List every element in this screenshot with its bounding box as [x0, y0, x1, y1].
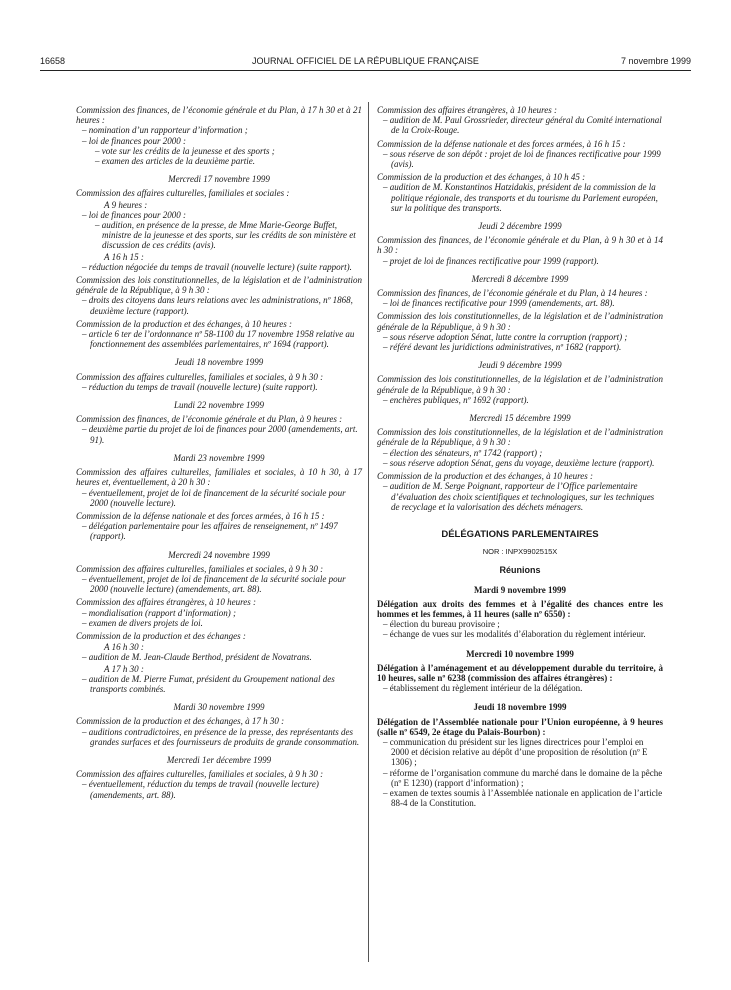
agenda-heading: Commission de la production et des échanges, à 10 heures : — [76, 318, 293, 329]
date-heading: Jeudi 18 novembre 1999 — [473, 702, 567, 713]
agenda-heading: Commission des lois constitutionnelles, de la législation et de l’administration générale de la République, à 9 h 30 : — [377, 311, 663, 332]
agenda-subitem: – examen des articles de la deuxième partie. — [95, 156, 255, 167]
date-heading: Mercredi 24 novembre 1999 — [168, 549, 270, 560]
agenda-item: – réduction du temps de travail (nouvelle lecture) (suite rapport). — [82, 381, 318, 392]
session-time: A 16 h 15 : — [104, 251, 144, 262]
agenda-item: – sous réserve adoption Sénat, gens du voyage, deuxième lecture (rapport). — [383, 457, 655, 468]
date-heading: Mercredi 8 décembre 1999 — [471, 273, 569, 284]
agenda-heading: Commission des affaires culturelles, familiales et sociales : — [76, 188, 290, 199]
column-divider — [368, 102, 369, 962]
section-title: DÉLÉGATIONS PARLEMENTAIRES — [441, 528, 599, 540]
agenda-heading: Commission des affaires culturelles, familiales et sociales, à 9 h 30 : — [76, 563, 324, 574]
agenda-item: – élection des sénateurs, nº 1742 (rapport) ; — [383, 447, 543, 458]
agenda-heading: Délégation aux droits des femmes et à l’égalité des chances entre les hommes et les femmes, à 11 heures (salle nº 6550) : — [377, 598, 663, 619]
agenda-item: – mondialisation (rapport d’information) ; — [82, 607, 237, 618]
agenda-heading: Commission des affaires étrangères, à 10 heures : — [377, 105, 557, 115]
agenda-item: – enchères publiques, nº 1692 (rapport). — [383, 394, 529, 405]
agenda-item: – examen de textes soumis à l’Assemblée nationale en application de l’article 88-4 de la Constitution. — [383, 787, 663, 809]
agenda-item: – établissement du règlement intérieur de la délégation. — [383, 683, 583, 694]
agenda-heading: Commission de la production et des échanges, à 17 h 30 : — [76, 716, 285, 727]
session-time: A 17 h 30 : — [104, 663, 144, 674]
date-heading: Mardi 9 novembre 1999 — [473, 584, 567, 595]
date-heading: Jeudi 2 décembre 1999 — [478, 221, 562, 232]
issue-date: 7 novembre 1999 — [620, 56, 691, 66]
agenda-heading: Commission des affaires culturelles, familiales et sociales, à 9 h 30 : — [76, 371, 324, 382]
date-heading: Lundi 22 novembre 1999 — [174, 400, 264, 411]
date-heading: Jeudi 9 décembre 1999 — [478, 360, 562, 371]
date-heading: Mercredi 1er décembre 1999 — [166, 754, 272, 765]
session-time: A 9 heures : — [104, 199, 148, 210]
agenda-heading: Commission des finances, de l’économie générale et du Plan, à 9 h 30 et à 14 h 30 : — [377, 235, 663, 256]
page-header — [40, 56, 691, 70]
agenda-item: – loi de finances pour 2000 : — [82, 135, 186, 146]
agenda-item: – réduction négociée du temps de travail (nouvelle lecture) (suite rapport). — [82, 261, 352, 272]
agenda-heading: Commission des lois constitutionnelles, de la législation et de l’administration générale de la République, à 9 h 30 : — [76, 275, 362, 296]
right-column — [377, 102, 663, 808]
agenda-heading: Commission des affaires étrangères, à 10 heures : — [76, 597, 256, 608]
agenda-item: – loi de finances pour 2000 : — [82, 209, 186, 220]
agenda-item: – échange de vues sur les modalités d’élaboration du règlement intérieur. — [383, 629, 646, 640]
agenda-item: – audition de M. Jean-Claude Berthod, président de Novatrans. — [82, 652, 312, 663]
agenda-item: – audition de M. Pierre Fumat, président du Groupement national des transports combinés. — [82, 673, 335, 694]
agenda-item: – droits des citoyens dans leurs relations avec les administrations, nº 1868, deuxième lecture (rapport). — [82, 295, 353, 316]
date-heading: Mercredi 15 décembre 1999 — [469, 413, 571, 424]
agenda-subitem: – vote sur les crédits de la jeunesse et des sports ; — [95, 145, 275, 156]
agenda-item: – auditions contradictoires, en présence de la presse, des représentants des grandes surfaces et des fournisseurs de produits de grande consommation. — [82, 726, 360, 747]
journal-title: JOURNAL OFFICIEL DE LA RÉPUBLIQUE FRANÇAISE — [252, 56, 479, 66]
agenda-heading: Commission de la production et des échanges : — [76, 630, 246, 641]
agenda-heading: Délégation de l’Assemblée nationale pour l’Union européenne, à 9 heures (salle nº 6549, 2e étage du Palais-Bourbon) : — [377, 716, 663, 737]
agenda-item: – audition de M. Serge Poignant, rapporteur de l’Office parlementaire d’évaluation des choix scientifiques et technologiques, sur les techniques de recyclage et la valorisation des déchets ménagers. — [383, 481, 655, 512]
date-heading: Mardi 23 novembre 1999 — [173, 452, 265, 463]
agenda-item: – nomination d’un rapporteur d’information ; — [82, 125, 248, 136]
agenda-item: – délégation parlementaire pour les affaires de renseignement, nº 1497 (rapport). — [82, 521, 338, 542]
agenda-item: – sous réserve adoption Sénat, lutte contre la corruption (rapport) ; — [383, 331, 628, 342]
agenda-item: – éventuellement, projet de loi de financement de la sécurité sociale pour 2000 (nouvelle lecture) (amendements, art. 88). — [82, 573, 346, 595]
agenda-item: – projet de loi de finances rectificative pour 1999 (rapport). — [383, 255, 599, 266]
agenda-heading: Commission des affaires culturelles, familiales et sociales, à 9 h 30 : — [76, 769, 324, 780]
agenda-item: – éventuellement, réduction du temps de travail (nouvelle lecture) (amendements, art. 88). — [82, 779, 319, 800]
agenda-item: – article 6 ter de l’ordonnance nº 58-1100 du 17 novembre 1958 relative au fonctionnement des assemblées parlementaires, nº 1694 (rapport). — [82, 329, 355, 350]
date-heading: Mardi 30 novembre 1999 — [173, 702, 265, 713]
agenda-heading: Commission de la défense nationale et des forces armées, à 16 h 15 : — [76, 510, 325, 521]
agenda-item: – élection du bureau provisoire ; — [383, 619, 500, 630]
date-heading: Jeudi 18 novembre 1999 — [174, 357, 264, 368]
agenda-item: – audition de M. Paul Grossrieder, directeur général du Comité international de la Croix-Rouge. — [383, 115, 662, 136]
agenda-heading: Délégation à l’aménagement et au développement durable du territoire, à 10 heures, salle nº 6238 (commission des affaires étrangères) : — [377, 662, 663, 683]
agenda-heading: Commission des finances, de l’économie générale et du Plan, à 17 h 30 et à 21 heures : — [76, 105, 362, 126]
nor-reference: NOR : INPX9902515X — [482, 547, 558, 557]
session-time: A 16 h 30 : — [104, 642, 144, 653]
agenda-item: – loi de finances rectificative pour 1999 (amendements, art. 88). — [383, 298, 615, 309]
agenda-heading: Commission des lois constitutionnelles, de la législation et de l’administration générale de la République, à 9 h 30 : — [377, 427, 663, 448]
agenda-subitem: – audition, en présence de la presse, de Mme Marie-George Buffet, ministre de la jeunesse et des sports, sur les crédits de son ministère et discussion de ces crédits (avis). — [95, 220, 356, 251]
agenda-heading: Commission des finances, de l’économie générale et du Plan, à 14 heures : — [377, 288, 648, 299]
agenda-heading: Commission de la production et des échanges, à 10 h 45 : — [377, 172, 586, 183]
agenda-item: – éventuellement, projet de loi de financement de la sécurité sociale pour 2000 (nouvelle lecture). — [82, 487, 346, 508]
agenda-item: – réforme de l’organisation commune du marché dans le domaine de la pêche (nº E 1230) (rapport d’information) ; — [383, 767, 663, 788]
header-rule — [40, 70, 691, 71]
agenda-item: – examen de divers projets de loi. — [82, 617, 203, 628]
agenda-item: – sous réserve de son dépôt : projet de loi de finances rectificative pour 1999 (avis). — [383, 148, 661, 170]
agenda-item: – référé devant les juridictions administratives, nº 1682 (rapport). — [383, 342, 622, 353]
date-heading: Mercredi 10 novembre 1999 — [466, 648, 574, 659]
agenda-heading: Commission des finances, de l’économie générale et du Plan, à 9 heures : — [76, 414, 343, 425]
agenda-item: – audition de M. Konstantinos Hatzidakis, président de la commission de la politique régionale, des transports et du tourisme du Parlement européen, sur la politique des transports. — [383, 182, 658, 213]
agenda-item: – deuxième partie du projet de loi de finances pour 2000 (amendements, art. 91). — [82, 424, 358, 445]
agenda-heading: Commission de la production et des échanges, à 10 heures : — [377, 471, 594, 482]
subsection-title: Réunions — [499, 565, 541, 576]
page-number: 16658 — [40, 56, 66, 66]
left-column — [76, 102, 362, 800]
agenda-heading: Commission des affaires culturelles, familiales et sociales, à 10 h 30, à 17 heures et, éventuellement, à 20 h 30 : — [76, 467, 362, 488]
date-heading: Mercredi 17 novembre 1999 — [168, 174, 270, 185]
agenda-item: – communication du président sur les lignes directrices pour l’emploi en 2000 et décision relative au dépôt d’une proposition de résolution (nº E 1306) ; — [383, 736, 648, 768]
agenda-heading: Commission de la défense nationale et des forces armées, à 16 h 15 : — [377, 138, 626, 149]
agenda-heading: Commission des lois constitutionnelles, de la législation et de l’administration générale de la République, à 9 h 30 : — [377, 374, 663, 395]
